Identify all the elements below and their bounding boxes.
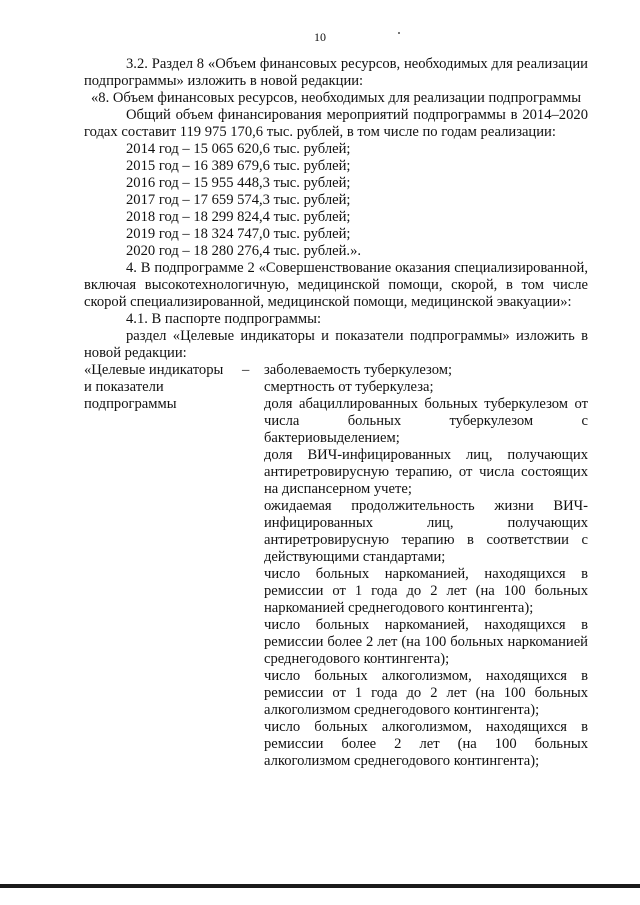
- indicator-item: число больных алкоголизмом, находящихся в ремиссии от 1 года до 2 лет (на 100 больных алкоголизмом среднегодового контингента);: [264, 668, 588, 718]
- indicators-label: «Целевые индикаторы и показатели подпрограммы: [84, 362, 224, 412]
- indicator-item: число больных наркоманией, находящихся в ремиссии более 2 лет (на 100 больных наркоманией среднегодового контингента);: [264, 617, 588, 667]
- section-indicators-paragraph: раздел «Целевые индикаторы и показатели подпрограммы» изложить в новой редакции:: [84, 328, 588, 361]
- scan-speck: [398, 32, 400, 34]
- year-item: 2016 год – 15 955 448,3 тыс. рублей;: [126, 175, 351, 191]
- page-number: 10: [314, 30, 326, 44]
- year-item: 2017 год – 17 659 574,3 тыс. рублей;: [126, 192, 351, 208]
- indicator-item: доля ВИЧ-инфицированных лиц, получающих антиретровирусную терапию, от числа состоящих на диспансерном учете;: [264, 447, 588, 497]
- indicator-item: заболеваемость туберкулезом;: [264, 362, 453, 378]
- year-item: 2020 год – 18 280 276,4 тыс. рублей.».: [126, 243, 362, 259]
- year-item: 2018 год – 18 299 824,4 тыс. рублей;: [126, 209, 351, 225]
- indicator-item: число больных алкоголизмом, находящихся в ремиссии более 2 лет (на 100 больных алкоголизмом среднегодового контингента);: [264, 719, 588, 769]
- section-8-heading: «8. Объем финансовых ресурсов, необходимых для реализации подпрограммы: [90, 90, 582, 106]
- year-item: 2015 год – 16 389 679,6 тыс. рублей;: [126, 158, 351, 174]
- indicator-item: смертность от туберкулеза;: [264, 379, 434, 395]
- indicators-list: [264, 362, 588, 770]
- indicators-table: [84, 362, 588, 770]
- document-body: [84, 56, 588, 770]
- passport-paragraph: 4.1. В паспорте подпрограммы:: [126, 311, 322, 327]
- year-item: 2014 год – 15 065 620,6 тыс. рублей;: [126, 141, 351, 157]
- indicator-item: доля абациллированных больных туберкулезом от числа больных туберкулезом с бактериовыделением;: [264, 396, 588, 446]
- funding-paragraph: Общий объем финансирования мероприятий подпрограммы в 2014–2020 годах составит 119 975 170,6 тыс. рублей, в том числе по годам реализации:: [84, 107, 588, 140]
- subprogram-2-paragraph: 4. В подпрограмме 2 «Совершенствование оказания специализированной, включая высокотехнологичную, медицинской помощи, скорой, в том числе скорой специализированной, медицинской помощи, медицинской эвакуации»:: [84, 260, 588, 310]
- indicators-dash: –: [242, 362, 250, 378]
- indicator-item: ожидаемая продолжительность жизни ВИЧ-инфицированных лиц, получающих антиретровирусную терапию в соответствии с действующими стандартами;: [264, 498, 588, 565]
- yearly-funding-list: [84, 141, 588, 260]
- clause-3-2: 3.2. Раздел 8 «Объем финансовых ресурсов, необходимых для реализации подпрограммы» изложить в новой редакции:: [84, 56, 588, 89]
- indicator-item: число больных наркоманией, находящихся в ремиссии от 1 года до 2 лет (на 100 больных наркоманией среднегодового контингента);: [264, 566, 588, 616]
- year-item: 2019 год – 18 324 747,0 тыс. рублей;: [126, 226, 351, 242]
- page-bottom-rule: [0, 884, 640, 888]
